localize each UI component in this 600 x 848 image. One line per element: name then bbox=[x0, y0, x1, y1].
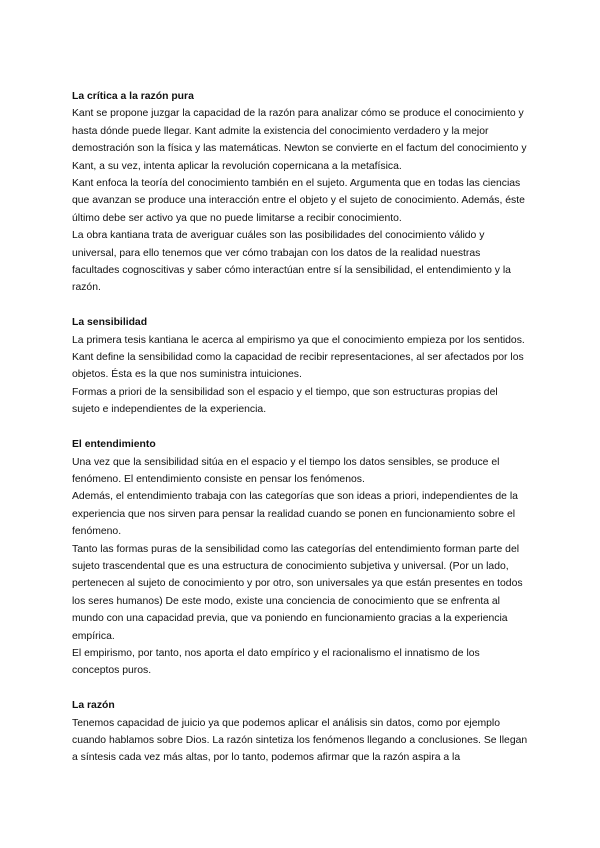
paragraph: Una vez que la sensibilidad sitúa en el espacio y el tiempo los datos sensibles, se produce el fenómeno. El entendimiento consiste en pensar los fenómenos. bbox=[72, 456, 500, 485]
paragraph: Además, el entendimiento trabaja con las categorías que son ideas a priori, independientes de la experiencia que nos sirven para pensar la realidad cuando se ponen en funcionamiento sobre el fenómeno. bbox=[72, 491, 518, 538]
section-heading: La sensibilidad bbox=[72, 317, 148, 329]
section-heading: El entendimiento bbox=[72, 439, 156, 451]
paragraph: La obra kantiana trata de averiguar cuáles son las posibilidades del conocimiento válido y universal, para ello tenemos que ver cómo trabajan con los datos de la realidad nuestras facultades cognoscitivas y saber cómo interactúan entre sí la sensibilidad, el entendimiento y la razón. bbox=[72, 230, 511, 294]
paragraph: Tenemos capacidad de juicio ya que podemos aplicar el análisis sin datos, como por ejemplo cuando hablamos sobre Dios. La razón sintetiza los fenómenos llegando a conclusiones. Se llegan a síntesis cada vez más altas, por lo tanto, podemos afirmar que la razón aspira a la bbox=[72, 717, 528, 764]
paragraph: Kant enfoca la teoría del conocimiento también en el sujeto. Argumenta que en todas las ciencias que avanzan se produce una interacción entre el objeto y el sujeto de conocimiento. Además, éste último debe ser activo ya que no puede limitarse a recibir conocimiento. bbox=[72, 178, 525, 224]
section-heading: La razón bbox=[72, 700, 115, 712]
paragraph: El empirismo, por tanto, nos aporta el dato empírico y el racionalismo el innatismo de los conceptos puros. bbox=[72, 647, 480, 677]
document-body bbox=[72, 88, 528, 767]
section-spacer bbox=[72, 419, 528, 436]
section-spacer bbox=[72, 680, 528, 697]
paragraph: Tanto las formas puras de la sensibilidad como las categorías del entendimiento forman parte del sujeto trascendental que es una estructura de conocimiento subjetiva y universal. (Por un lado, pertenecen al sujeto de conocimiento y por otro, son universales ya que están presentes en todos los seres humanos) De este modo, existe una conciencia de conocimiento que se enfrenta al mundo con una capacidad previa, que va poniendo en funcionamiento gracias a la experiencia empírica. bbox=[72, 543, 523, 642]
section-razon bbox=[72, 697, 528, 767]
section-critica bbox=[72, 88, 528, 297]
section-heading: La crítica a la razón pura bbox=[72, 91, 194, 102]
section-sensibilidad bbox=[72, 314, 528, 418]
section-entendimiento bbox=[72, 436, 528, 680]
paragraph: Kant se propone juzgar la capacidad de la razón para analizar cómo se produce el conocimiento y hasta dónde puede llegar. Kant admite la existencia del conocimiento verdadero y la mejor demostración son la física y las matemáticas. Newton se convierte en el factum del conocimiento y Kant, a su vez, intenta aplicar la revolución copernicana a la metafísica. bbox=[72, 108, 527, 172]
paragraph: Formas a priori de la sensibilidad son el espacio y el tiempo, que son estructuras propias del sujeto e independientes de la experiencia. bbox=[72, 386, 498, 416]
section-spacer bbox=[72, 297, 528, 314]
paragraph: La primera tesis kantiana le acerca al empirismo ya que el conocimiento empieza por los sentidos. Kant define la sensibilidad como la capacidad de recibir representaciones, al ser afectados por los objetos. Ésta es la que nos suministra intuiciones. bbox=[72, 334, 525, 381]
